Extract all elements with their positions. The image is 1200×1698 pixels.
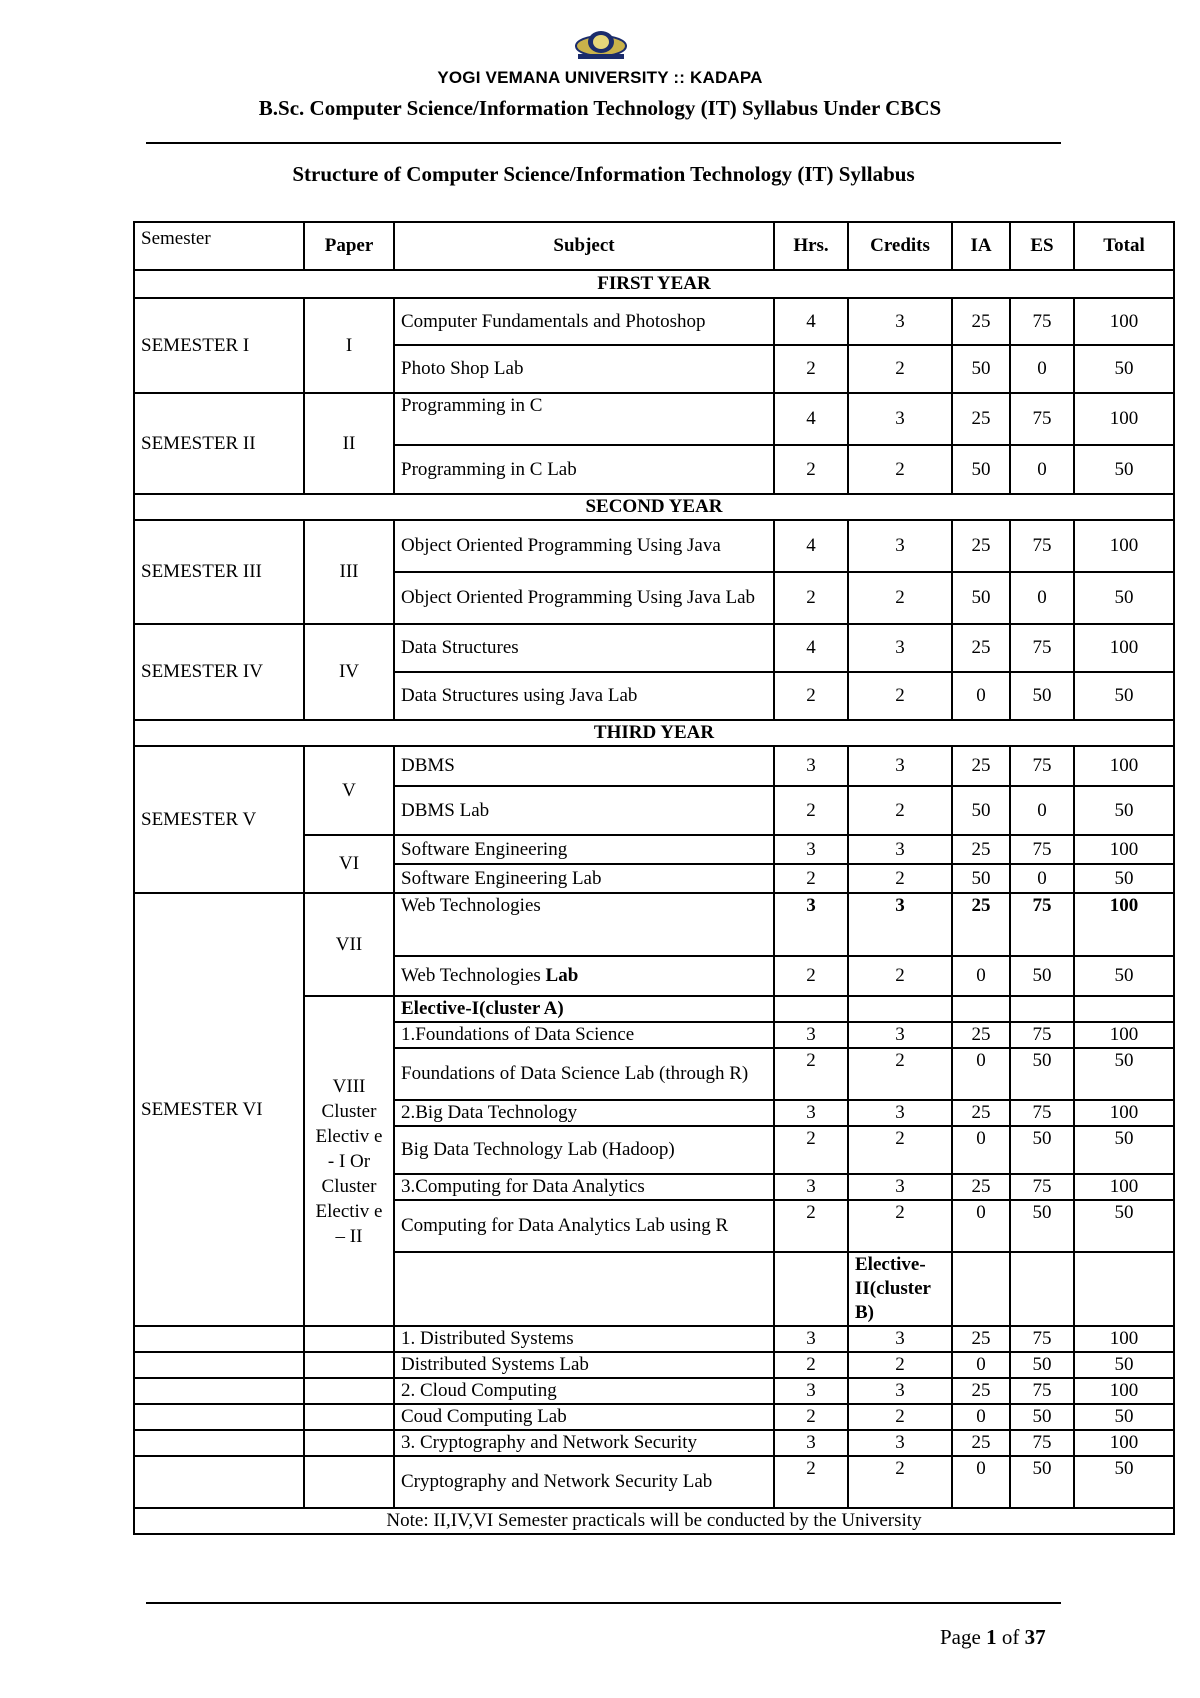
- ia-cell: 0: [952, 1048, 1010, 1100]
- subject-cell: Computing for Data Analytics Lab using R: [394, 1200, 774, 1252]
- subject-cell: [394, 956, 774, 996]
- subject-bold-text: Lab: [545, 965, 579, 986]
- header-divider: [146, 142, 1061, 144]
- subject-cell: Cryptography and Network Security Lab: [394, 1456, 774, 1508]
- semester-cell: SEMESTER IV: [134, 624, 304, 720]
- total-cell: 100: [1074, 1430, 1174, 1456]
- paper-cell: VI: [304, 835, 394, 893]
- hrs-cell: 2: [774, 1404, 848, 1430]
- hrs-cell: 2: [774, 672, 848, 720]
- paper-cell: V: [304, 746, 394, 835]
- subject-cell: Coud Computing Lab: [394, 1404, 774, 1430]
- es-cell: 50: [1010, 1456, 1074, 1508]
- hrs-cell: 2: [774, 1200, 848, 1252]
- credits-cell: 3: [848, 298, 952, 345]
- credits-cell: 3: [848, 1174, 952, 1200]
- es-cell: 75: [1010, 393, 1074, 445]
- subject-cell: DBMS Lab: [394, 786, 774, 835]
- total-cell: 100: [1074, 746, 1174, 786]
- total-cell: 100: [1074, 393, 1174, 445]
- table-row: [134, 1404, 1174, 1430]
- col-header-credits: Credits: [848, 222, 952, 270]
- table-row: [134, 746, 1174, 786]
- es-cell: 75: [1010, 1100, 1074, 1126]
- syllabus-title: B.Sc. Computer Science/Information Technology (IT) Syllabus Under CBCS: [258, 96, 942, 120]
- ia-cell: 25: [952, 1174, 1010, 1200]
- credits-cell: 2: [848, 956, 952, 996]
- ia-cell: 25: [952, 746, 1010, 786]
- table-row: [134, 1326, 1174, 1352]
- subject-cell: Object Oriented Programming Using Java Lab: [394, 572, 774, 624]
- credits-cell: 3: [848, 1378, 952, 1404]
- col-header-paper: Paper: [304, 222, 394, 270]
- table-row: [134, 1456, 1174, 1508]
- subject-cell: 2.Big Data Technology: [394, 1100, 774, 1126]
- subject-cell: Computer Fundamentals and Photoshop: [394, 298, 774, 345]
- es-cell: 50: [1010, 1048, 1074, 1100]
- col-header-es: ES: [1010, 222, 1074, 270]
- hrs-cell: 2: [774, 445, 848, 494]
- elective-heading: Elective-I(cluster A): [394, 996, 774, 1022]
- credits-cell: 2: [848, 864, 952, 893]
- total-cell: 50: [1074, 1404, 1174, 1430]
- subject-cell: Data Structures using Java Lab: [394, 672, 774, 720]
- subject-cell: 2. Cloud Computing: [394, 1378, 774, 1404]
- semester-cell: SEMESTER I: [134, 298, 304, 393]
- credits-cell: 3: [848, 1022, 952, 1048]
- hrs-cell: 2: [774, 1456, 848, 1508]
- col-header-semester: Semester: [134, 222, 304, 270]
- structure-title: Structure of Computer Science/Information Technology (IT) Syllabus: [292, 162, 915, 186]
- es-cell: 0: [1010, 786, 1074, 835]
- total-cell: 50: [1074, 1200, 1174, 1252]
- subject-cell: Foundations of Data Science Lab (through R): [394, 1048, 774, 1100]
- total-cell: 50: [1074, 572, 1174, 624]
- credits-cell: 3: [848, 393, 952, 445]
- total-cell: 100: [1074, 298, 1174, 345]
- subject-cell: Distributed Systems Lab: [394, 1352, 774, 1378]
- year-heading: FIRST YEAR: [134, 270, 1174, 298]
- hrs-cell: 3: [774, 1174, 848, 1200]
- es-cell: 75: [1010, 1174, 1074, 1200]
- ia-cell: 0: [952, 1352, 1010, 1378]
- page-of-label: of: [996, 1625, 1025, 1649]
- es-cell: 0: [1010, 345, 1074, 393]
- credits-cell: 3: [848, 893, 952, 956]
- hrs-cell: 4: [774, 624, 848, 672]
- credits-cell: 3: [848, 624, 952, 672]
- es-cell: 50: [1010, 956, 1074, 996]
- subject-cell: Software Engineering: [394, 835, 774, 864]
- subject-cell: Software Engineering Lab: [394, 864, 774, 893]
- university-logo: [574, 28, 628, 62]
- hrs-cell: 2: [774, 1126, 848, 1174]
- ia-cell: 25: [952, 1100, 1010, 1126]
- es-cell: 50: [1010, 1200, 1074, 1252]
- semester-cell: SEMESTER III: [134, 520, 304, 624]
- table-row: [134, 298, 1174, 345]
- hrs-cell: 3: [774, 746, 848, 786]
- total-cell: 50: [1074, 786, 1174, 835]
- es-cell: 50: [1010, 1404, 1074, 1430]
- es-cell: 50: [1010, 1126, 1074, 1174]
- es-cell: 75: [1010, 1022, 1074, 1048]
- credits-cell: 2: [848, 1200, 952, 1252]
- credits-cell: 2: [848, 786, 952, 835]
- total-cell: 100: [1074, 1326, 1174, 1352]
- subject-text: Web Technologies: [401, 965, 546, 986]
- ia-cell: 50: [952, 786, 1010, 835]
- table-row: [134, 624, 1174, 672]
- total-cell: 50: [1074, 345, 1174, 393]
- subject-cell: 1. Distributed Systems: [394, 1326, 774, 1352]
- hrs-cell: 3: [774, 1378, 848, 1404]
- hrs-cell: 2: [774, 786, 848, 835]
- page-label: Page: [940, 1625, 987, 1649]
- paper-cell: II: [304, 393, 394, 494]
- table-row: [134, 1352, 1174, 1378]
- col-header-hrs: Hrs.: [774, 222, 848, 270]
- table-row: [134, 893, 1174, 956]
- total-cell: 50: [1074, 1456, 1174, 1508]
- ia-cell: 0: [952, 1404, 1010, 1430]
- paper-cell: VIII Cluster Electiv e - I Or Cluster Electiv e – II: [304, 996, 394, 1326]
- es-cell: 75: [1010, 1326, 1074, 1352]
- total-cell: 100: [1074, 1378, 1174, 1404]
- paper-cell: III: [304, 520, 394, 624]
- hrs-cell: 2: [774, 956, 848, 996]
- credits-cell: 3: [848, 1430, 952, 1456]
- credits-cell: 2: [848, 1126, 952, 1174]
- es-cell: 0: [1010, 572, 1074, 624]
- total-cell: 100: [1074, 1100, 1174, 1126]
- ia-cell: 25: [952, 1326, 1010, 1352]
- elective-heading: Elective-II(cluster B): [848, 1252, 952, 1326]
- hrs-cell: 2: [774, 1352, 848, 1378]
- table-row: [134, 1378, 1174, 1404]
- credits-cell: 2: [848, 445, 952, 494]
- university-name: YOGI VEMANA UNIVERSITY :: KADAPA: [437, 68, 763, 87]
- credits-cell: 2: [848, 1404, 952, 1430]
- subject-cell: 1.Foundations of Data Science: [394, 1022, 774, 1048]
- col-header-total: Total: [1074, 222, 1174, 270]
- table-row: [134, 1430, 1174, 1456]
- subject-cell: Big Data Technology Lab (Hadoop): [394, 1126, 774, 1174]
- total-cell: 50: [1074, 672, 1174, 720]
- hrs-cell: 3: [774, 1100, 848, 1126]
- es-cell: 75: [1010, 624, 1074, 672]
- hrs-cell: 2: [774, 345, 848, 393]
- total-cell: 50: [1074, 1126, 1174, 1174]
- total-cell: 100: [1074, 1174, 1174, 1200]
- es-cell: 75: [1010, 1378, 1074, 1404]
- ia-cell: 25: [952, 520, 1010, 572]
- es-cell: 75: [1010, 893, 1074, 956]
- total-cell: 50: [1074, 445, 1174, 494]
- credits-cell: 2: [848, 672, 952, 720]
- credits-cell: 3: [848, 1100, 952, 1126]
- credits-cell: 3: [848, 746, 952, 786]
- total-cell: 50: [1074, 1352, 1174, 1378]
- credits-cell: 3: [848, 835, 952, 864]
- subject-cell: Programming in C Lab: [394, 445, 774, 494]
- hrs-cell: 4: [774, 298, 848, 345]
- semester-cell: SEMESTER II: [134, 393, 304, 494]
- ia-cell: 25: [952, 1022, 1010, 1048]
- paper-cell: I: [304, 298, 394, 393]
- ia-cell: 25: [952, 893, 1010, 956]
- subject-cell: Programming in C: [394, 393, 774, 445]
- ia-cell: 0: [952, 672, 1010, 720]
- subject-cell: Photo Shop Lab: [394, 345, 774, 393]
- es-cell: 75: [1010, 835, 1074, 864]
- semester-cell: SEMESTER VI: [134, 893, 304, 1326]
- table-note: Note: II,IV,VI Semester practicals will be conducted by the University: [134, 1508, 1174, 1534]
- total-cell: 50: [1074, 864, 1174, 893]
- credits-cell: 2: [848, 345, 952, 393]
- ia-cell: 25: [952, 624, 1010, 672]
- subject-cell: Data Structures: [394, 624, 774, 672]
- credits-cell: 3: [848, 520, 952, 572]
- hrs-cell: 4: [774, 520, 848, 572]
- credits-cell: 2: [848, 1352, 952, 1378]
- subject-cell: DBMS: [394, 746, 774, 786]
- hrs-cell: 2: [774, 1048, 848, 1100]
- syllabus-table: [133, 221, 1175, 1535]
- paper-cell: VII: [304, 893, 394, 996]
- ia-cell: 25: [952, 298, 1010, 345]
- semester-cell: SEMESTER V: [134, 746, 304, 893]
- total-cell: 100: [1074, 624, 1174, 672]
- ia-cell: 25: [952, 1430, 1010, 1456]
- es-cell: 50: [1010, 672, 1074, 720]
- subject-cell: Object Oriented Programming Using Java: [394, 520, 774, 572]
- ia-cell: 0: [952, 956, 1010, 996]
- hrs-cell: 3: [774, 893, 848, 956]
- es-cell: 75: [1010, 1430, 1074, 1456]
- footer-divider: [146, 1602, 1061, 1604]
- ia-cell: 0: [952, 1456, 1010, 1508]
- ia-cell: 50: [952, 345, 1010, 393]
- es-cell: 75: [1010, 298, 1074, 345]
- es-cell: 75: [1010, 520, 1074, 572]
- year-heading: SECOND YEAR: [134, 494, 1174, 520]
- credits-cell: 2: [848, 572, 952, 624]
- hrs-cell: 3: [774, 1022, 848, 1048]
- credits-cell: 2: [848, 1048, 952, 1100]
- es-cell: 75: [1010, 746, 1074, 786]
- page-current: 1: [986, 1625, 997, 1649]
- hrs-cell: 3: [774, 1430, 848, 1456]
- total-cell: 50: [1074, 956, 1174, 996]
- hrs-cell: 4: [774, 393, 848, 445]
- col-header-subject: Subject: [394, 222, 774, 270]
- hrs-cell: 2: [774, 864, 848, 893]
- es-cell: 0: [1010, 445, 1074, 494]
- ia-cell: 0: [952, 1200, 1010, 1252]
- es-cell: 0: [1010, 864, 1074, 893]
- subject-cell: 3. Cryptography and Network Security: [394, 1430, 774, 1456]
- total-cell: 100: [1074, 835, 1174, 864]
- total-cell: 100: [1074, 893, 1174, 956]
- page-number: [940, 1625, 1046, 1650]
- total-cell: 50: [1074, 1048, 1174, 1100]
- hrs-cell: 3: [774, 835, 848, 864]
- es-cell: 50: [1010, 1352, 1074, 1378]
- header-row: [134, 222, 1174, 270]
- ia-cell: 25: [952, 835, 1010, 864]
- total-cell: 100: [1074, 1022, 1174, 1048]
- year-heading: THIRD YEAR: [134, 720, 1174, 746]
- page-total: 37: [1024, 1625, 1046, 1649]
- ia-cell: 50: [952, 445, 1010, 494]
- ia-cell: 50: [952, 864, 1010, 893]
- hrs-cell: 3: [774, 1326, 848, 1352]
- ia-cell: 25: [952, 1378, 1010, 1404]
- table-row: [134, 393, 1174, 445]
- credits-cell: 3: [848, 1326, 952, 1352]
- hrs-cell: 2: [774, 572, 848, 624]
- ia-cell: 0: [952, 1126, 1010, 1174]
- table-row: [134, 520, 1174, 572]
- ia-cell: 25: [952, 393, 1010, 445]
- subject-cell: Web Technologies: [394, 893, 774, 956]
- subject-cell: 3.Computing for Data Analytics: [394, 1174, 774, 1200]
- col-header-ia: IA: [952, 222, 1010, 270]
- ia-cell: 50: [952, 572, 1010, 624]
- paper-cell: IV: [304, 624, 394, 720]
- credits-cell: 2: [848, 1456, 952, 1508]
- total-cell: 100: [1074, 520, 1174, 572]
